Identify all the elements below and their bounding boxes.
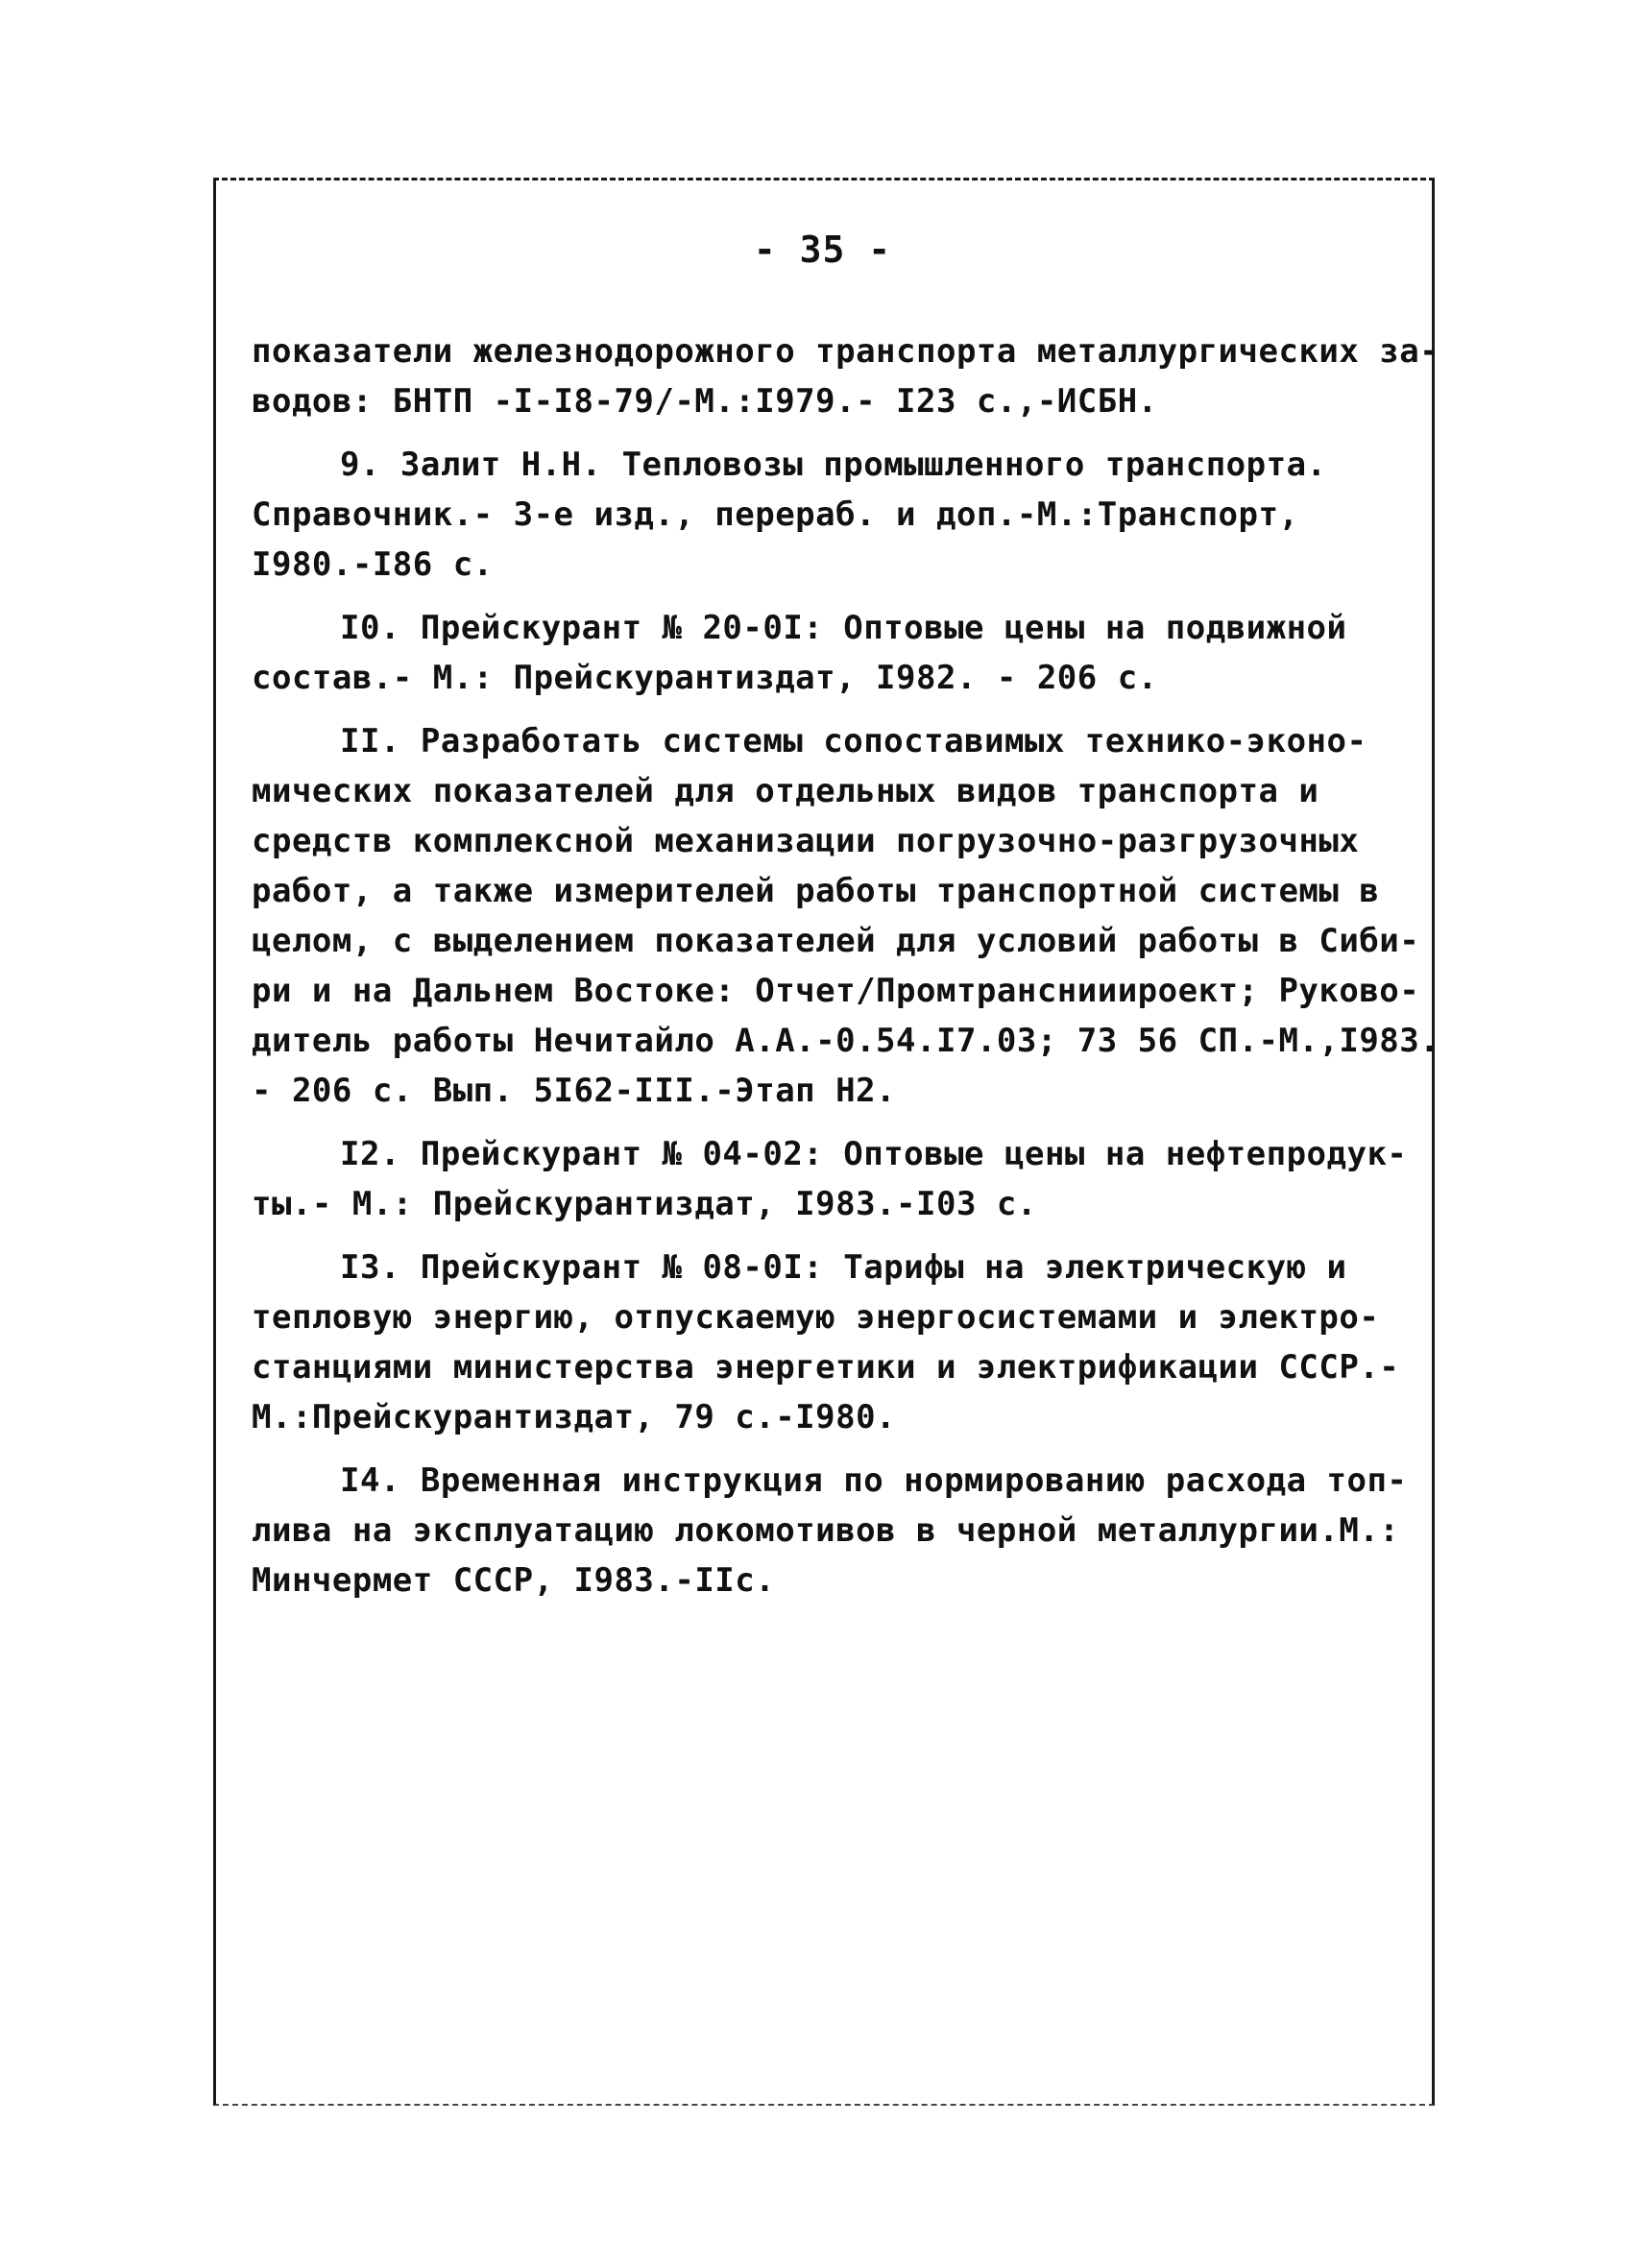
text-line: I4. Временная инструкция по нормированию расхода топ-	[340, 1461, 1408, 1500]
text-line: I3. Прейскурант № 08-0I: Тарифы на электрическую и	[340, 1248, 1347, 1287]
text-line: тепловую энергию, отпускаемую энергосистемами и электро-	[252, 1298, 1380, 1337]
text-line: 9. Залит Н.Н. Тепловозы промышленного транспорта.	[340, 446, 1327, 484]
reference-entry-9	[252, 440, 1404, 590]
text-line: лива на эксплуатацию локомотивов в черной металлургии.М.:	[252, 1511, 1400, 1550]
text-line: Минчермет СССР, I983.-IIс.	[252, 1561, 776, 1600]
text-line: работ, а также измерителей работы транспортной системы в	[252, 872, 1380, 910]
text-line: II. Разработать системы сопоставимых технико-эконо-	[340, 722, 1367, 760]
reference-entry-13	[252, 1243, 1404, 1442]
reference-entry-8-continuation	[252, 326, 1440, 426]
text-line: мических показателей для отдельных видов транспорта и	[252, 772, 1319, 810]
text-line: Справочник.- 3-е изд., перераб. и доп.-М.:Транспорт,	[252, 495, 1299, 534]
reference-entry-14	[252, 1456, 1408, 1605]
text-line: средств комплексной механизации погрузочно-разгрузочных	[252, 822, 1360, 860]
text-line: М.:Прейскурантиздат, 79 с.-I980.	[252, 1398, 897, 1436]
text-line: показатели железнодорожного транспорта металлургических за-	[252, 332, 1440, 371]
text-line: I0. Прейскурант № 20-0I: Оптовые цены на подвижной	[340, 609, 1347, 647]
reference-entry-12	[252, 1129, 1408, 1229]
text-line: целом, с выделением показателей для условий работы в Сиби-	[252, 922, 1420, 960]
text-line: водов: БНТП -I-I8-79/-М.:I979.- I23 с.,-ИСБН.	[252, 382, 1158, 421]
text-line: - 206 с. Вып. 5I62-III.-Этап Н2.	[252, 1072, 897, 1110]
text-line: ри и на Дальнем Востоке: Отчет/Промтранснииироект; Руково-	[252, 972, 1420, 1010]
text-line: состав.- М.: Прейскурантиздат, I982. - 206 с.	[252, 659, 1158, 697]
text-line: дитель работы Нечитайло А.А.-0.54.I7.03; 73 56 СП.-М.,I983.	[252, 1022, 1440, 1060]
reference-entry-10	[252, 603, 1404, 703]
references-list	[252, 326, 1440, 1619]
text-line: ты.- М.: Прейскурантиздат, I983.-I03 с.	[252, 1185, 1037, 1223]
text-line: станциями министерства энергетики и электрификации СССР.-	[252, 1348, 1400, 1387]
reference-entry-11	[252, 716, 1440, 1116]
text-line: I2. Прейскурант № 04-02: Оптовые цены на нефтепродук-	[340, 1135, 1408, 1173]
text-line: I980.-I86 с.	[252, 545, 494, 584]
page-number: - 35 -	[753, 229, 892, 271]
